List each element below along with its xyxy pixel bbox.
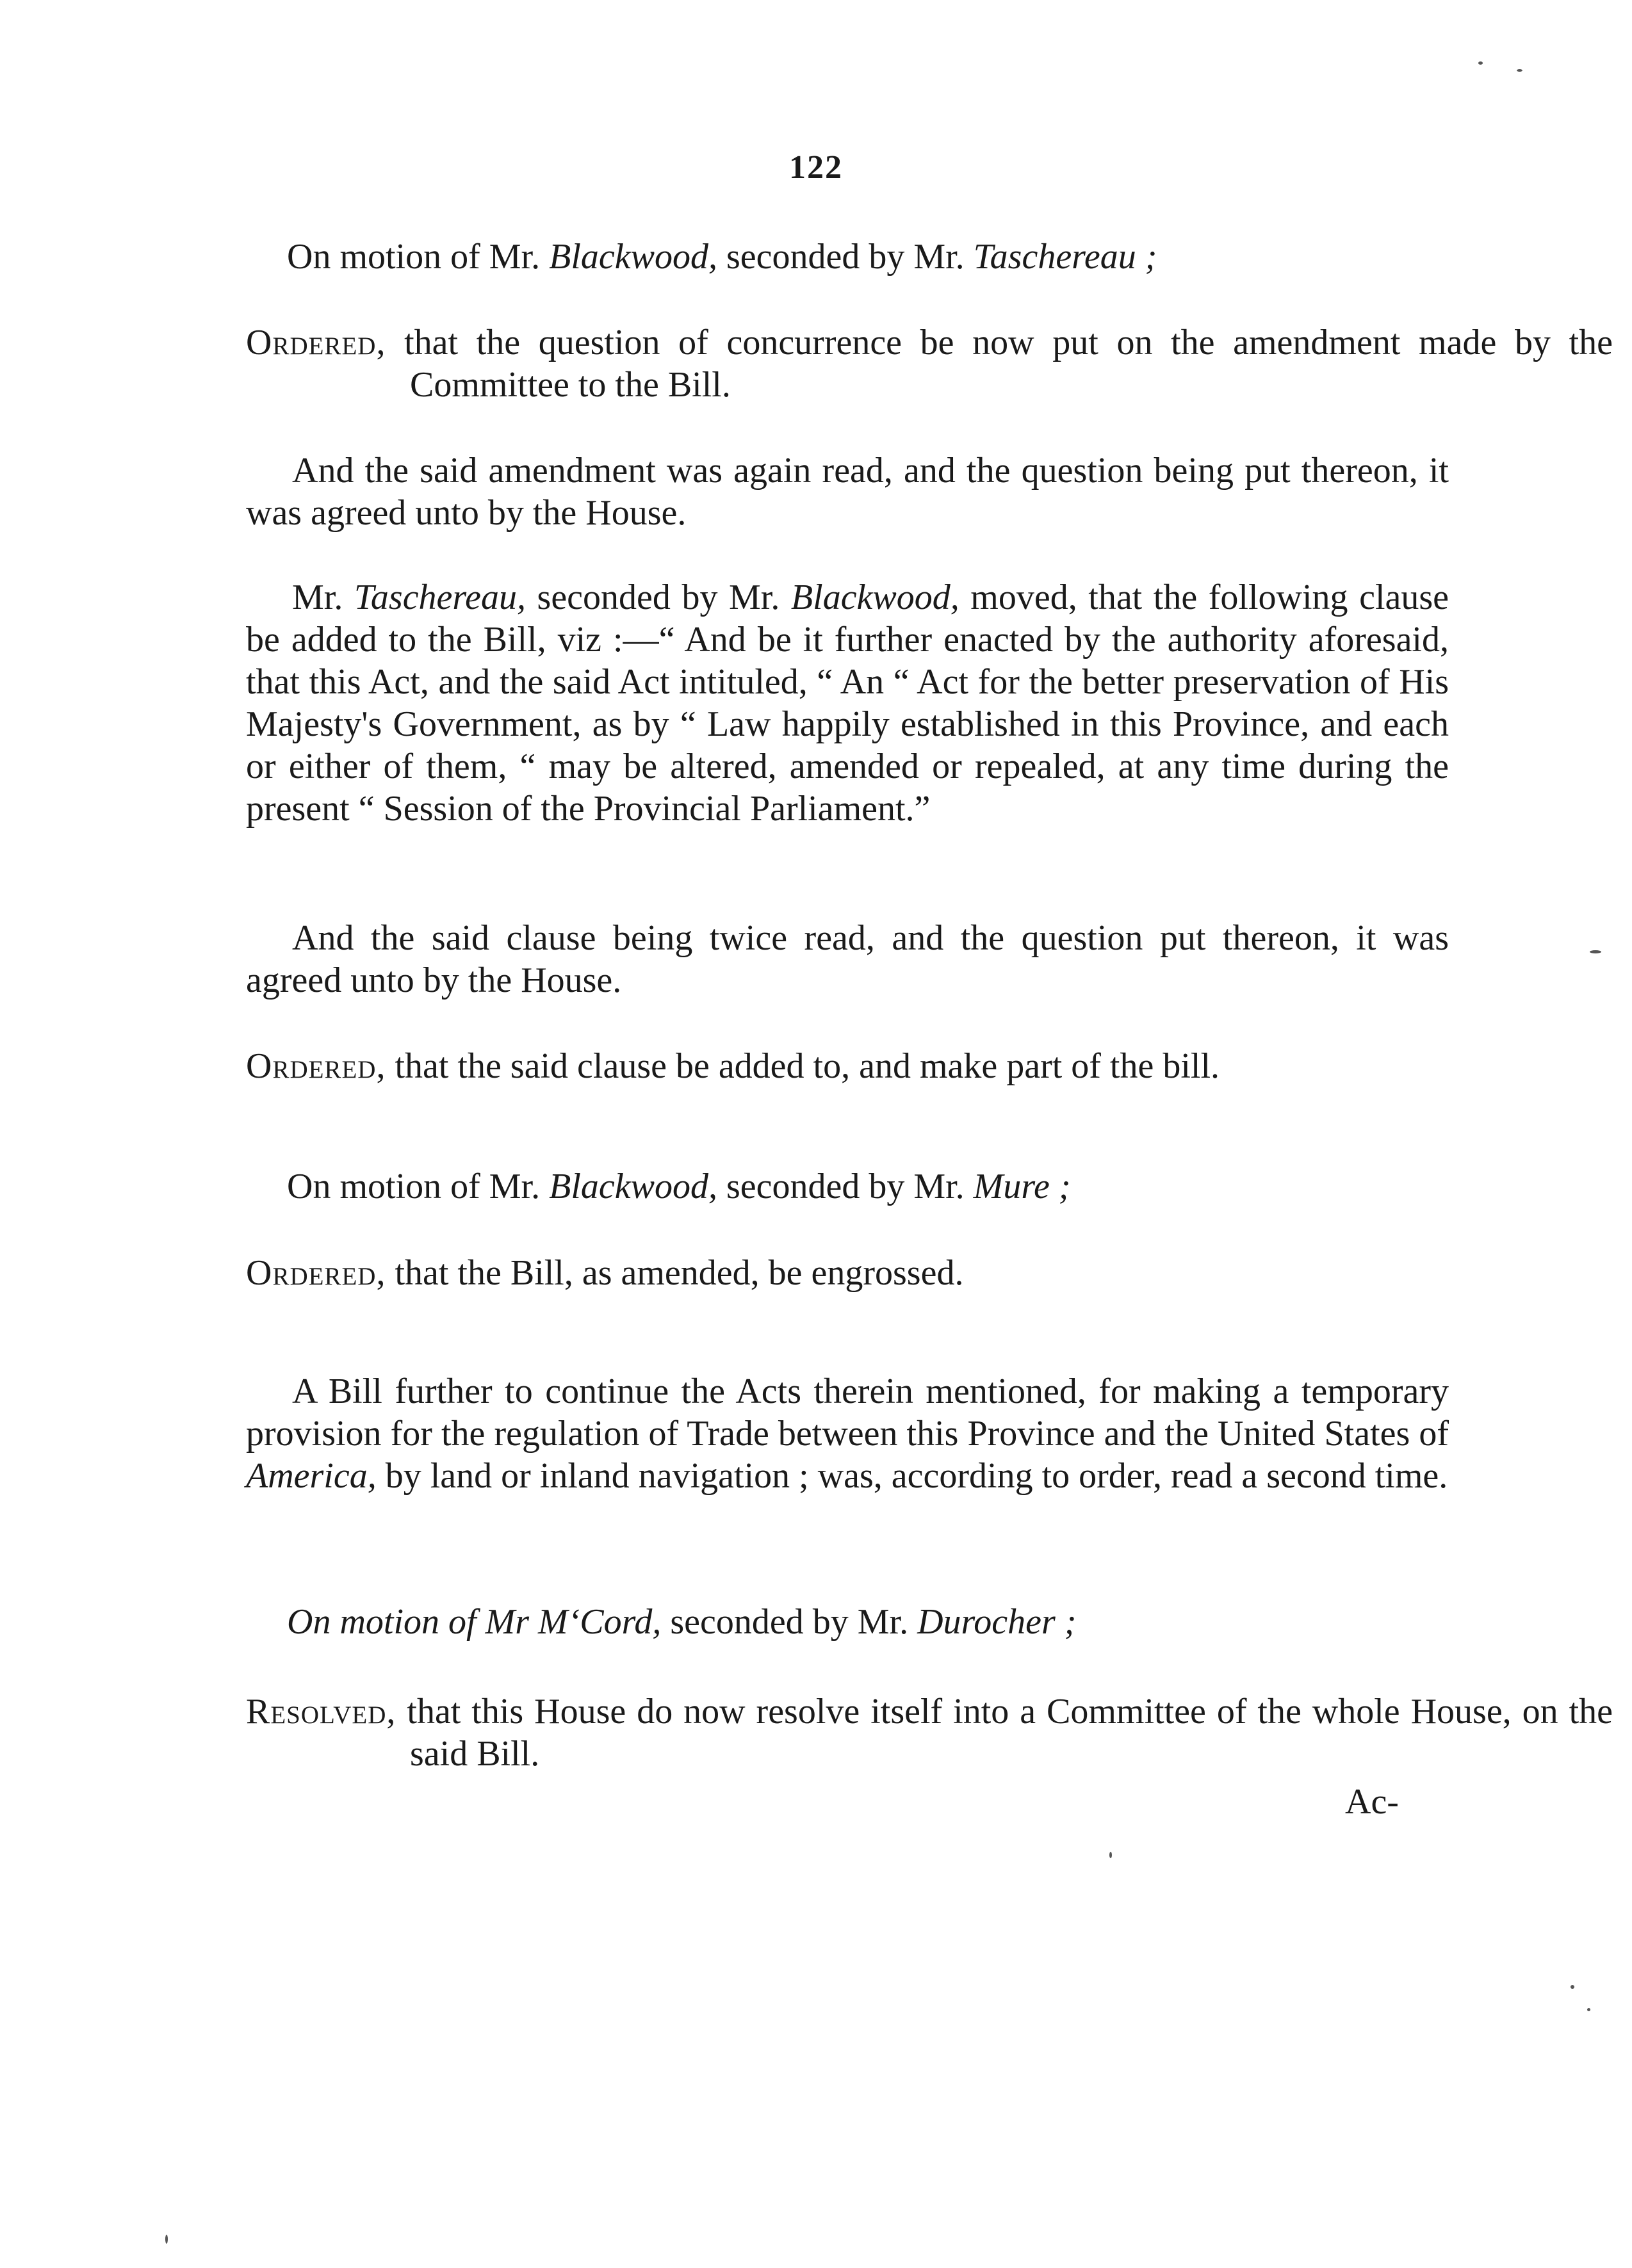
paragraph-lead-word: Ordered, bbox=[246, 1046, 386, 1086]
paragraph-text: seconded by Mr. bbox=[661, 1602, 918, 1642]
amendment-agreed-paragraph bbox=[246, 450, 1449, 534]
clause-agreed-paragraph bbox=[246, 917, 1449, 1001]
paragraph-text: And the said amendment was again read, and the question being put thereon, it was agreed unto by the House. bbox=[246, 451, 1449, 533]
ink-speck bbox=[165, 2235, 168, 2244]
paragraph-text: that the Bill, as amended, be engrossed. bbox=[386, 1253, 964, 1293]
paragraph-text: by land or inland navigation ; was, according to order, read a second time. bbox=[376, 1456, 1448, 1496]
ink-speck bbox=[1590, 950, 1601, 953]
italic-name: Taschereau, bbox=[354, 578, 526, 617]
motion-mccord-durocher bbox=[246, 1601, 1449, 1643]
paragraph-text: seconded by Mr. bbox=[525, 578, 791, 617]
italic-name: Mure ; bbox=[973, 1167, 1071, 1206]
ink-speck bbox=[1571, 1985, 1574, 1989]
paragraph-lead-word: Ordered, bbox=[246, 1253, 386, 1293]
paragraph-lead-word: Ordered, bbox=[246, 323, 386, 362]
ordered-clause-added bbox=[246, 1045, 1449, 1087]
italic-name: Blackwood, bbox=[549, 1167, 717, 1206]
italic-name: Durocher ; bbox=[917, 1602, 1077, 1642]
paragraph-lead-word: Resolved, bbox=[246, 1692, 396, 1731]
italic-name: Blackwood, bbox=[790, 578, 959, 617]
italic-name: On motion of Mr M‘Cord, bbox=[287, 1602, 662, 1642]
italic-name: Taschereau ; bbox=[973, 237, 1157, 277]
paragraph-text: that the said clause be added to, and make part of the bill. bbox=[386, 1046, 1220, 1086]
ink-speck bbox=[1587, 2008, 1590, 2011]
catchword: Ac- bbox=[1345, 1782, 1399, 1822]
italic-name: America, bbox=[246, 1456, 377, 1496]
paragraph-text: seconded by Mr. bbox=[717, 237, 974, 277]
ink-speck bbox=[1478, 61, 1483, 65]
paragraph-text: On motion of Mr. bbox=[287, 1167, 550, 1206]
resolved-committee bbox=[246, 1690, 1613, 1775]
paragraph-text: On motion of Mr. bbox=[287, 237, 550, 277]
ink-speck bbox=[1109, 1852, 1112, 1858]
taschereau-clause-paragraph bbox=[246, 576, 1449, 830]
paragraph-text: seconded by Mr. bbox=[717, 1167, 974, 1206]
motion-blackwood-mure bbox=[246, 1165, 1449, 1208]
ordered-bill-engrossed bbox=[246, 1252, 1449, 1294]
page-number: 122 bbox=[789, 149, 843, 186]
ink-speck bbox=[1517, 69, 1522, 72]
motion-blackwood-taschereau bbox=[246, 236, 1449, 278]
paragraph-text: And the said clause being twice read, and the question put thereon, it was agreed unto by the House. bbox=[246, 918, 1449, 1000]
paragraph-text: A Bill further to continue the Acts therein mentioned, for making a temporary provision for the regulation of Trade between this Province and the United States of bbox=[246, 1372, 1449, 1454]
paragraph-text: that this House do now resolve itself into a Committee of the whole House, on the said Bill. bbox=[396, 1692, 1613, 1774]
paragraph-text: Mr. bbox=[292, 578, 354, 617]
paragraph-text: moved, that the following clause be added to the Bill, viz :—“ And be it further enacted by the authority aforesaid, that this Act, and the said Act intituled, “ An “ Act for the better preservation of His Majesty's Government, as by “ Law happily established in this Province, and each or either of them, “ may be altered, amended or repealed, at any time during the present “ Session of the Provincial Parliament.” bbox=[246, 578, 1449, 829]
ordered-question-concurrence bbox=[246, 321, 1613, 406]
trade-bill-second-reading bbox=[246, 1370, 1449, 1497]
paragraph-text: that the question of concurrence be now put on the amendment made by the Committee to the Bill. bbox=[386, 323, 1613, 405]
italic-name: Blackwood, bbox=[549, 237, 717, 277]
